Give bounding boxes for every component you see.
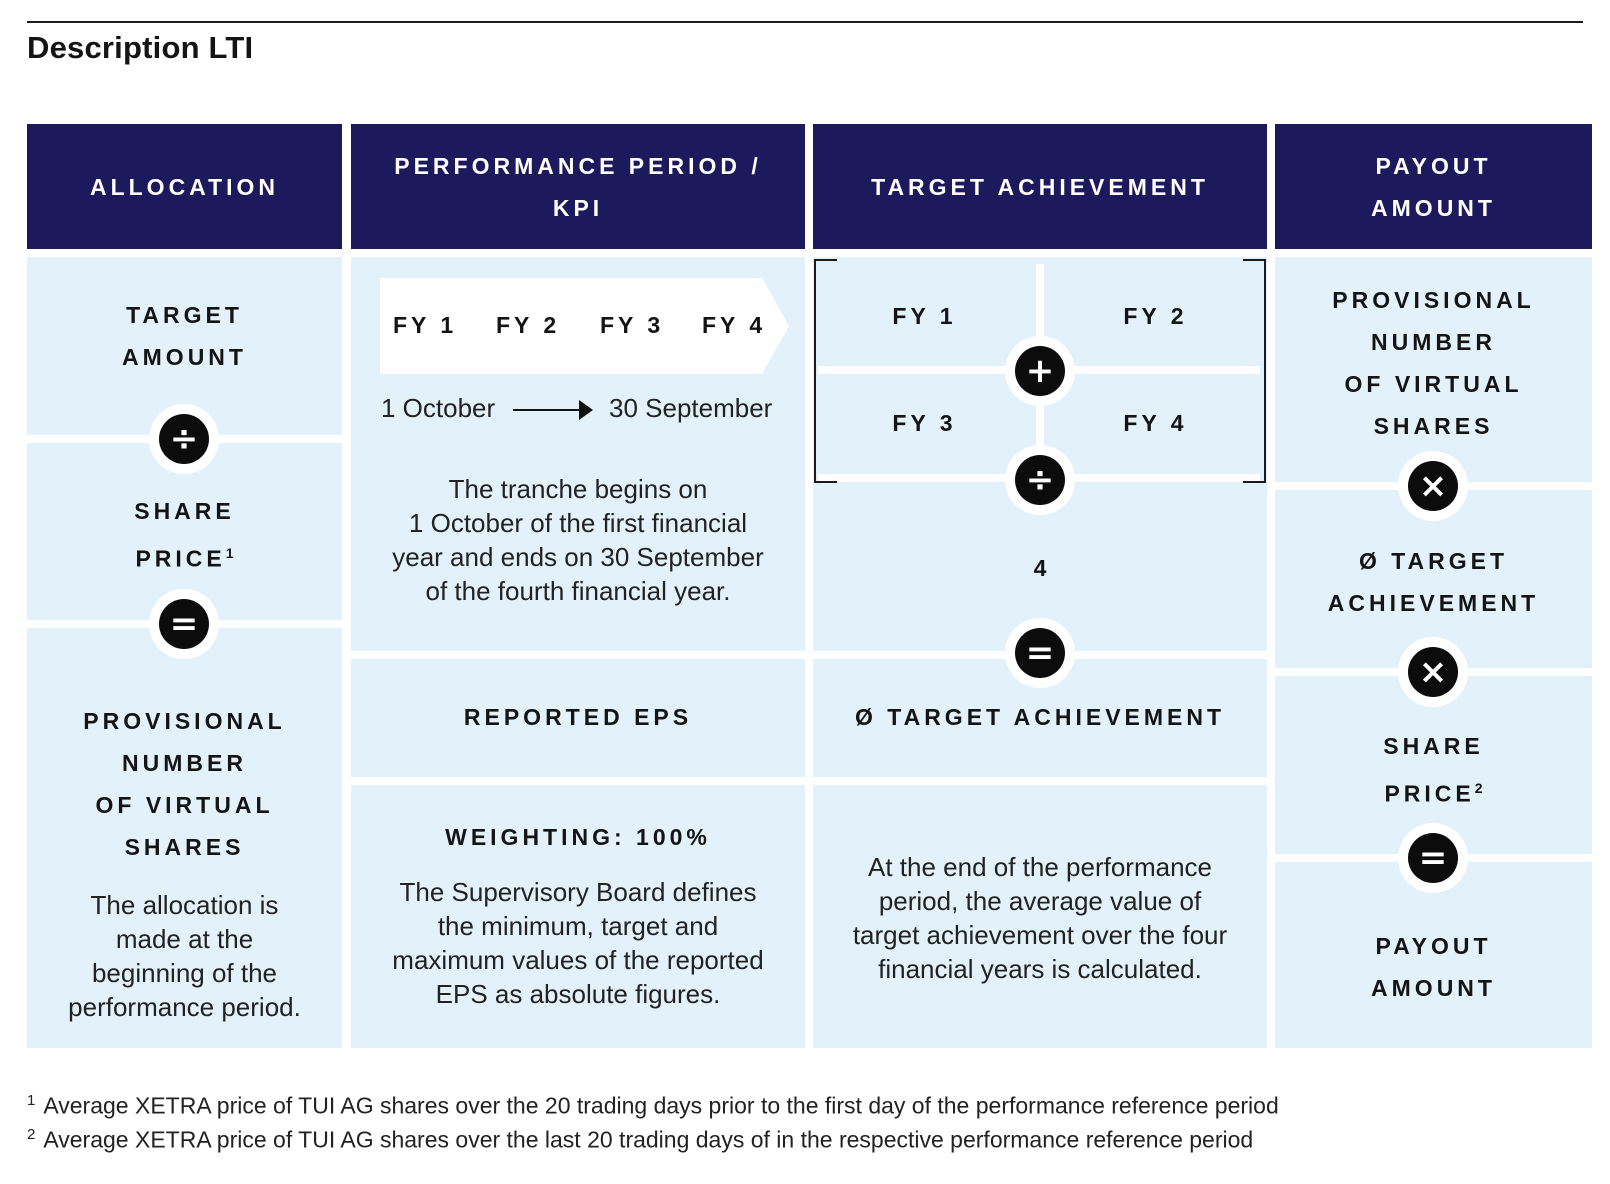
allocation-desc-l4: performance period.: [68, 992, 301, 1022]
header-payout-line2: AMOUNT: [1371, 194, 1496, 221]
performance-fy-3: FY 3: [600, 312, 665, 338]
payout-provisional-l4: SHARES: [1373, 413, 1494, 439]
payout-share-price-l1: SHARE: [1383, 733, 1484, 759]
allocation-desc-l3: beginning of the: [91, 958, 278, 988]
allocation-target-amount-l2: AMOUNT: [122, 344, 247, 370]
equals-icon: =: [1408, 833, 1458, 883]
header-target-achievement: [813, 124, 1267, 249]
header-payout-line1: PAYOUT: [1375, 152, 1492, 179]
header-target-label: TARGET ACHIEVEMENT: [871, 173, 1209, 200]
allocation-share-price-l1: SHARE: [134, 498, 235, 524]
header-performance-line2: KPI: [552, 194, 604, 221]
target-divide-operator: [1005, 445, 1075, 515]
payout-provisional-l1: PROVISIONAL: [1332, 287, 1535, 313]
footnote-1-text: Average XETRA price of TUI AG shares over the 20 trading days prior to the first day of the performance reference period: [43, 1092, 1279, 1119]
allocation-share-price-l2: PRICE: [135, 545, 226, 572]
payout-average-l2: ACHIEVEMENT: [1327, 590, 1540, 616]
allocation-description: [27, 888, 342, 1024]
payout-multiply-operator-1: [1398, 451, 1468, 521]
footnote-ref-2: 2: [1474, 780, 1483, 796]
allocation-provisional-l3: OF VIRTUAL: [95, 792, 274, 818]
target-fy-1: FY 1: [892, 303, 957, 329]
footnote-1: [27, 1086, 1587, 1121]
target-plus-operator: [1005, 336, 1075, 406]
arrow-right-icon: [513, 397, 595, 423]
payout-equals-operator: [1398, 823, 1468, 893]
payout-share-price: [1275, 725, 1592, 815]
performance-desc-l4: of the fourth financial year.: [425, 576, 731, 606]
target-equals-operator: [1005, 618, 1075, 688]
performance-description: [351, 472, 805, 608]
header-allocation: [27, 124, 342, 249]
divide-icon: ÷: [159, 414, 209, 464]
plus-icon: +: [1015, 346, 1065, 396]
weighting-desc-l1: The Supervisory Board defines: [399, 877, 757, 907]
top-rule: [27, 21, 1583, 23]
period-start: 1 October: [381, 393, 496, 423]
allocation-provisional-l1: PROVISIONAL: [83, 708, 286, 734]
footnote-2-text: Average XETRA price of TUI AG shares over the last 20 trading days of in the respective performance reference period: [43, 1126, 1254, 1153]
payout-share-price-l2: PRICE: [1384, 780, 1475, 807]
performance-desc-l2: 1 October of the first financial: [408, 508, 748, 538]
payout-provisional-shares: [1275, 279, 1592, 447]
payout-provisional-l2: NUMBER: [1371, 329, 1496, 355]
target-fy-2: FY 2: [1123, 303, 1188, 329]
performance-fy-2: FY 2: [496, 312, 561, 338]
target-desc-l2: period, the average value of: [878, 886, 1202, 916]
target-desc-l4: financial years is calculated.: [878, 954, 1202, 984]
weighting-description: [351, 875, 805, 1011]
footnote-ref-1: 1: [225, 545, 234, 561]
header-payout: [1275, 124, 1592, 249]
multiply-icon: ×: [1408, 461, 1458, 511]
period-end: 30 September: [609, 393, 773, 423]
performance-desc-l1: The tranche begins on: [448, 474, 708, 504]
weighting-label: WEIGHTING: 100%: [445, 824, 711, 850]
allocation-provisional-shares: [27, 700, 342, 868]
header-allocation-label: ALLOCATION: [89, 173, 280, 200]
weighting-desc-l4: EPS as absolute figures.: [435, 979, 721, 1009]
performance-fy-1: FY 1: [393, 312, 458, 338]
kpi-reported-eps: REPORTED EPS: [463, 704, 693, 730]
allocation-provisional-l4: SHARES: [124, 834, 245, 860]
allocation-target-amount: [27, 294, 342, 378]
weighting-desc-l3: maximum values of the reported: [392, 945, 764, 975]
allocation-desc-l2: made at the: [115, 924, 254, 954]
header-performance-line1: PERFORMANCE PERIOD /: [394, 152, 762, 179]
target-fy-3: FY 3: [892, 410, 957, 436]
payout-amount-l1: PAYOUT: [1375, 933, 1492, 959]
payout-average-l1: Ø TARGET: [1358, 548, 1509, 574]
payout-average-target: [1275, 540, 1592, 624]
payout-amount: [1275, 925, 1592, 1009]
multiply-icon: ×: [1408, 647, 1458, 697]
payout-multiply-operator-2: [1398, 637, 1468, 707]
allocation-share-price: [27, 490, 342, 580]
equals-icon: =: [1015, 628, 1065, 678]
performance-fy-4: FY 4: [702, 312, 767, 338]
equals-icon: =: [159, 599, 209, 649]
target-description: [813, 850, 1267, 986]
allocation-equals-operator: [149, 589, 219, 659]
payout-provisional-l3: OF VIRTUAL: [1344, 371, 1523, 397]
performance-desc-l3: year and ends on 30 September: [392, 542, 764, 572]
allocation-divide-operator: [149, 404, 219, 474]
weighting-desc-l2: the minimum, target and: [437, 911, 719, 941]
header-performance: [351, 124, 805, 249]
allocation-target-amount-l1: TARGET: [126, 302, 243, 328]
divide-icon: ÷: [1015, 455, 1065, 505]
page-title: Description LTI: [27, 30, 254, 65]
payout-amount-l2: AMOUNT: [1371, 975, 1496, 1001]
target-divisor: 4: [1033, 555, 1047, 581]
allocation-provisional-l2: NUMBER: [122, 750, 247, 776]
footnote-2-number: 2: [27, 1126, 36, 1143]
target-fy-4: FY 4: [1123, 410, 1188, 436]
target-desc-l1: At the end of the performance: [868, 852, 1212, 882]
target-desc-l3: target achievement over the four: [852, 920, 1228, 950]
target-average-result: Ø TARGET ACHIEVEMENT: [854, 704, 1226, 730]
footnote-2: [27, 1120, 1587, 1155]
allocation-desc-l1: The allocation is: [90, 890, 279, 920]
footnote-1-number: 1: [27, 1092, 36, 1109]
